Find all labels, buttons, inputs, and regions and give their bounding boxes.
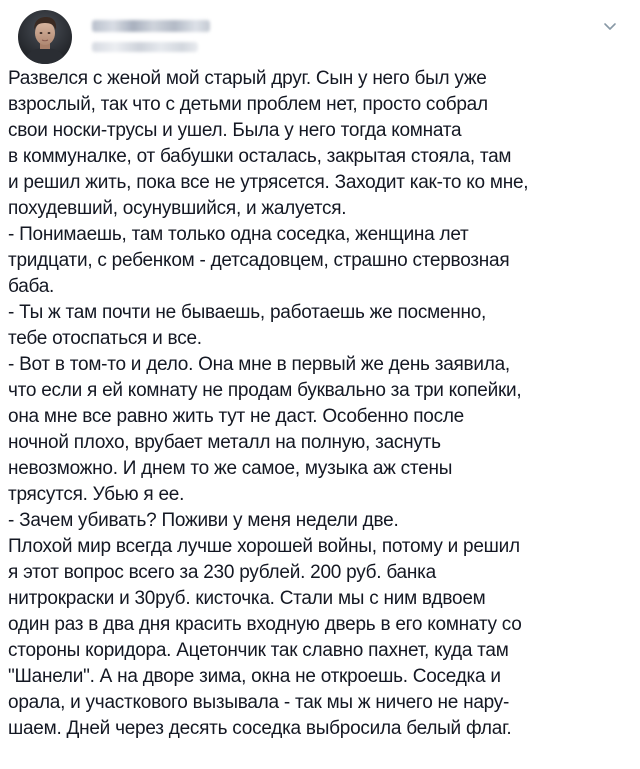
author-name-blurred[interactable] — [92, 20, 210, 32]
tweet-line: "Шанели". А на дворе зима, окна не откроешь. Соседка и — [8, 666, 501, 687]
tweet-header — [18, 10, 622, 64]
tweet-line: - Зачем убивать? Поживи у меня недели две. — [8, 510, 399, 531]
tweet-line: Плохой мир всегда лучше хорошей войны, потому и решил — [8, 536, 520, 557]
tweet-line: в коммуналке, от бабушки осталась, закрытая стояла, там — [8, 146, 512, 167]
tweet-line: шаем. Дней через десять соседка выбросила белый флаг. — [8, 718, 512, 739]
chevron-down-icon[interactable] — [600, 16, 620, 36]
author-handle-blurred[interactable] — [92, 42, 198, 52]
tweet-line: один раз в два дня красить входную дверь в его комнату со — [8, 614, 522, 635]
tweet-line: нитрокраски и 30руб. кисточка. Стали мы с ним вдвоем — [8, 588, 486, 609]
tweet-line: тридцати, с ребенком - детсадовцем, страшно стервозная — [8, 250, 510, 271]
tweet-line: невозможно. И днем то же самое, музыка аж стены — [8, 458, 453, 479]
tweet-line: тебе отоспаться и все. — [8, 328, 202, 349]
tweet-line: - Понимаешь, там только одна соседка, женщина лет — [8, 224, 469, 245]
tweet-line: баба. — [8, 276, 55, 297]
tweet-line: - Вот в том-то и дело. Она мне в первый же день заявила, — [8, 354, 510, 375]
tweet-line: орала, и участкового вызывала - так мы ж ничего не нару- — [8, 692, 510, 713]
tweet-line: взрослый, так что с детьми проблем нет, просто собрал — [8, 94, 488, 115]
tweet-line: я этот вопрос всего за 230 рублей. 200 руб. банка — [8, 562, 436, 583]
author-avatar[interactable] — [18, 10, 72, 64]
tweet-body — [8, 66, 634, 742]
tweet-line: она мне все равно жить тут не даст. Особенно после — [8, 406, 464, 427]
tweet-line: похудевший, осунувшийся, и жалуется. — [8, 198, 347, 219]
tweet-line: и решил жить, пока все не утрясется. Заходит как-то ко мне, — [8, 172, 529, 193]
tweet-line: трясутся. Убью я ее. — [8, 484, 185, 505]
tweet-line: - Ты ж там почти не бываешь, работаешь же посменно, — [8, 302, 487, 323]
tweet-line: свои носки-трусы и ушел. Была у него тогда комната — [8, 120, 462, 141]
tweet-line: Развелся с женой мой старый друг. Сын у него был уже — [8, 68, 487, 89]
tweet-line: ночной плохо, врубает металл на полную, заснуть — [8, 432, 441, 453]
tweet-line: что если я ей комнату не продам буквально за три копейки, — [8, 380, 522, 401]
person-photo-avatar — [18, 10, 72, 64]
tweet-line: стороны коридора. Ацетончик так славно пахнет, куда там — [8, 640, 509, 661]
